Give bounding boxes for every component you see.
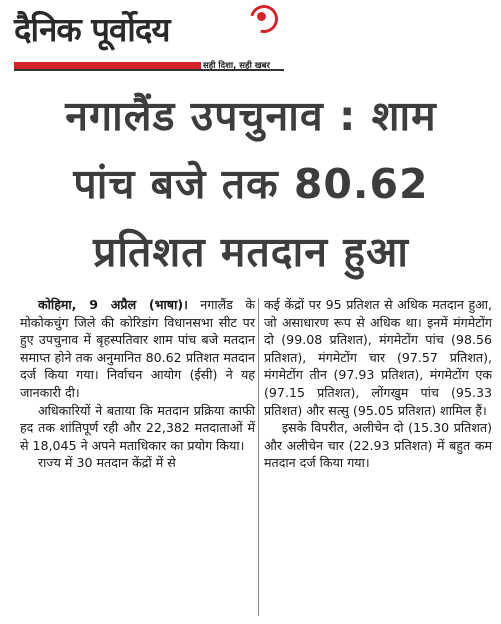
article-body: [20, 296, 492, 620]
column-divider: [258, 298, 259, 616]
dateline: कोहिमा, 9 अप्रैल (भाषा)।: [38, 297, 188, 312]
paragraph-2: अधिकारियों ने बताया कि मतदान प्रक्रिया काफी हद तक शांतिपूर्ण रही और 22,382 मतदाताओं में से 18,045 ने अपने मताधिकार का प्रयोग किया।: [20, 402, 255, 453]
masthead: [0, 0, 501, 82]
paragraph-3: राज्य में 30 मतदान केंद्रों में से: [38, 455, 176, 471]
sun-dot-icon: [257, 12, 266, 21]
headline-line-1: नगालैंड उपचुनाव : शाम: [65, 92, 437, 140]
paragraph-5: इसके विपरीत, अलीचेन दो (15.30 प्रतिशत) और अलीचेन चार (22.93 प्रतिशत) में बहुत कम मतदान दर्ज किया गया।: [264, 420, 492, 471]
logo-red-bar: [14, 62, 201, 69]
newspaper-logo: दैनिक पूर्वोदय: [14, 10, 170, 49]
article-column-right: [264, 296, 492, 472]
paragraph-1: [20, 296, 255, 402]
tagline: सही दिशा, सही खबर: [203, 61, 271, 71]
article-column-left: [20, 296, 255, 472]
headline: [20, 82, 482, 286]
headline-line-3: प्रतिशत मतदान हुआ: [93, 228, 409, 276]
paragraph-1-text: नगालैंड के मोकोकचुंग जिले की कोरिडांग विधानसभा सीट पर हुए उपचुनाव में बृहस्पतिवार शाम पांच बजे मतदान समाप्त होने तक अनुमानित 80.62 प्रतिशत मतदान दर्ज किया गया। निर्वाचन आयोग (ईसी) ने यह जानकारी दी।: [20, 297, 255, 400]
headline-line-2: पांच बजे तक 80.62: [73, 160, 429, 208]
paragraph-4: कई केंद्रों पर 95 प्रतिशत से अधिक मतदान हुआ, जो असाधारण रूप से अधिक था। इनमें मंगमेटोंग दो (99.08 प्रतिशत), मंगमेटोंग पांच (98.56 प्रतिशत), मंगमेटोंग चार (97.57 प्रतिशत), मंगमेटोंग तीन (97.93 प्रतिशत), मंगमेटोंग एक (97.15 प्रतिशत), लोंगखुम पांच (95.33 प्रतिशत) और सत्सु (95.05 प्रतिशत) शामिल हैं।: [264, 297, 492, 418]
